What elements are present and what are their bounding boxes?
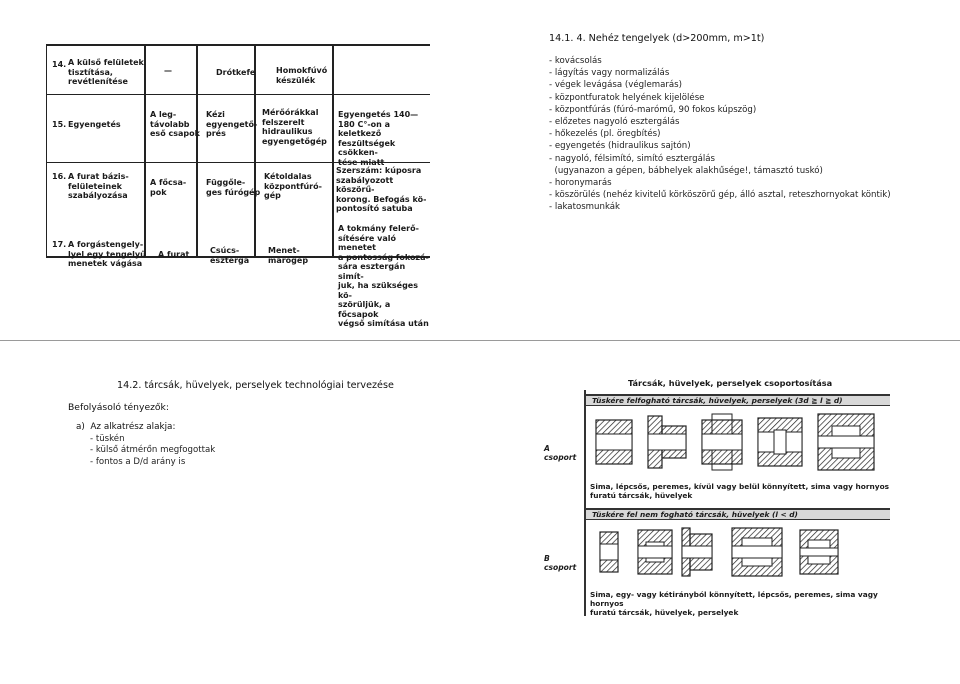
row14-tool: Drótkefe (216, 68, 256, 77)
row16-base: A főcsa- pok (150, 178, 187, 197)
list-item: - nagyoló, félsimító, simító esztergálás (549, 153, 716, 164)
row14-num: 14. (52, 60, 67, 69)
row17-machine: Menet- marógép (268, 246, 309, 265)
list-item: - lakatosmunkák (549, 202, 621, 213)
list-item: - külső átmérőn megfogottak (90, 445, 216, 456)
table-rule (46, 44, 430, 46)
part-drawing (758, 418, 802, 466)
row16-operation: A furat bázis- felületeinek szabályozása (68, 172, 129, 200)
table-rule (144, 44, 146, 256)
section-heading: 14.2. tárcsák, hüvelyek, perselyek technológiai tervezése (117, 380, 394, 391)
page-divider (0, 340, 960, 341)
list-item: - tüskén (90, 434, 125, 444)
part-drawing (732, 528, 782, 576)
table-rule (332, 44, 334, 256)
figure-title: Tárcsák, hüvelyek, perselyek csoportosítása (628, 378, 833, 388)
row17-note: A tokmány felerő- sítésére való menetet a pontosság fokozá- sára esztergán simít- juk, ha szükséges kö- szörüljük, a főcsapok végső simítása után (338, 224, 429, 328)
group-a-label: A csoport (544, 444, 577, 462)
row17-num: 17. (52, 240, 67, 249)
part-drawing (600, 532, 618, 572)
table-rule (46, 44, 47, 256)
row15-machine: Mérőórákkal felszerelt hidraulikus egyengetőgép (262, 108, 327, 146)
row17-operation: A forgástengely- lyel egy tengelyű menetek vágása (68, 240, 146, 268)
part-drawing (818, 414, 874, 470)
factors-heading: Befolyásoló tényezők: (68, 402, 169, 413)
part-drawing (596, 420, 632, 464)
group-a-drawings (586, 410, 886, 472)
row15-num: 15. (52, 120, 67, 129)
group-b-drawings (586, 524, 886, 580)
row15-operation: Egyengetés (68, 120, 121, 129)
disc-grouping-figure (536, 378, 892, 618)
part-drawing (638, 530, 672, 574)
list-item: (ugyanazon a gépen, bábhelyek alakhűsége!, támasztó tuskó) (549, 165, 823, 176)
list-item: - hőkezelés (pl. öregbítés) (549, 129, 661, 140)
part-drawing (800, 530, 838, 574)
factor-list (90, 434, 215, 468)
table-rule (196, 44, 198, 256)
row17-tool: Csúcs- eszterga (210, 246, 250, 265)
group-a-caption: Sima, lépcsős, peremes, kívül vagy belül könnyített, sima vagy hornyos furatú tárcsák, hüvelyek (590, 482, 890, 500)
list-item: - központfuratok helyének kijelölése (549, 92, 705, 103)
list-item: - fontos a D/d arány is (90, 456, 186, 467)
group-b-caption: Sima, egy- vagy kétirányból könnyített, lépcsős, peremes, sima vagy hornyos furatú tárcsák, hüvelyek, perselyek (590, 590, 878, 617)
row14-machine: Homokfúvó készülék (276, 66, 328, 85)
list-item: - végek levágása (véglemarás) (549, 80, 683, 91)
list-item: - egyengetés (hidraulikus sajtón) (549, 141, 691, 152)
group-b-label: B csoport (544, 554, 577, 572)
group-b-band: Tüskére fel nem fogható tárcsák, hüvelyek (l < d) (586, 508, 890, 520)
factor-a-title: a) Az alkatrész alakja: (76, 422, 176, 432)
list-item: - horonymarás (549, 178, 612, 189)
process-step-list (549, 55, 954, 214)
row17-base: A furat (158, 250, 190, 259)
group-a-band: Tüskére felfogható tárcsák, hüvelyek, perselyek (3d ≧ l ≧ d) (586, 394, 890, 406)
row14-operation: A külső felületek tisztítása, revétlenítése (68, 58, 144, 86)
row16-tool: Függőle- ges fúrógép (206, 178, 261, 197)
row15-tool: Kézi egyengető- prés (206, 110, 258, 138)
table-rule (46, 94, 430, 95)
row16-machine: Kétoldalas központfúró- gép (264, 172, 322, 200)
list-item: - központfúrás (fúró-marómű, 90 fokos kúpszög) (549, 104, 757, 115)
scanned-process-table (46, 44, 430, 328)
heavy-shaft-section (549, 33, 954, 214)
row16-num: 16. (52, 172, 67, 181)
part-drawing (682, 528, 712, 576)
section-heading: 14.1. 4. Nehéz tengelyek (d>200mm, m>1t) (549, 33, 765, 44)
list-item: - kovácsolás (549, 56, 602, 66)
row15-base: A leg- távolabb eső csapok (150, 110, 200, 138)
row14-base: — (164, 66, 172, 75)
list-item: - köszörülés (nehéz kivitelű körköszörű gép, álló asztal, reteszhornyokat köntik) (549, 190, 891, 201)
row16-note: Szerszám: kúposra szabályozott köszörű- korong. Befogás kö- pontosító satuba (336, 166, 427, 213)
part-drawing (702, 414, 742, 470)
part-drawing (648, 416, 686, 468)
list-item: - lágyítás vagy normalizálás (549, 68, 670, 79)
list-item: - előzetes nagyoló esztergálás (549, 117, 680, 128)
row15-note: Egyengetés 140— 180 C°-on a keletkező feszültségek csökken- tése miatt (338, 110, 419, 167)
